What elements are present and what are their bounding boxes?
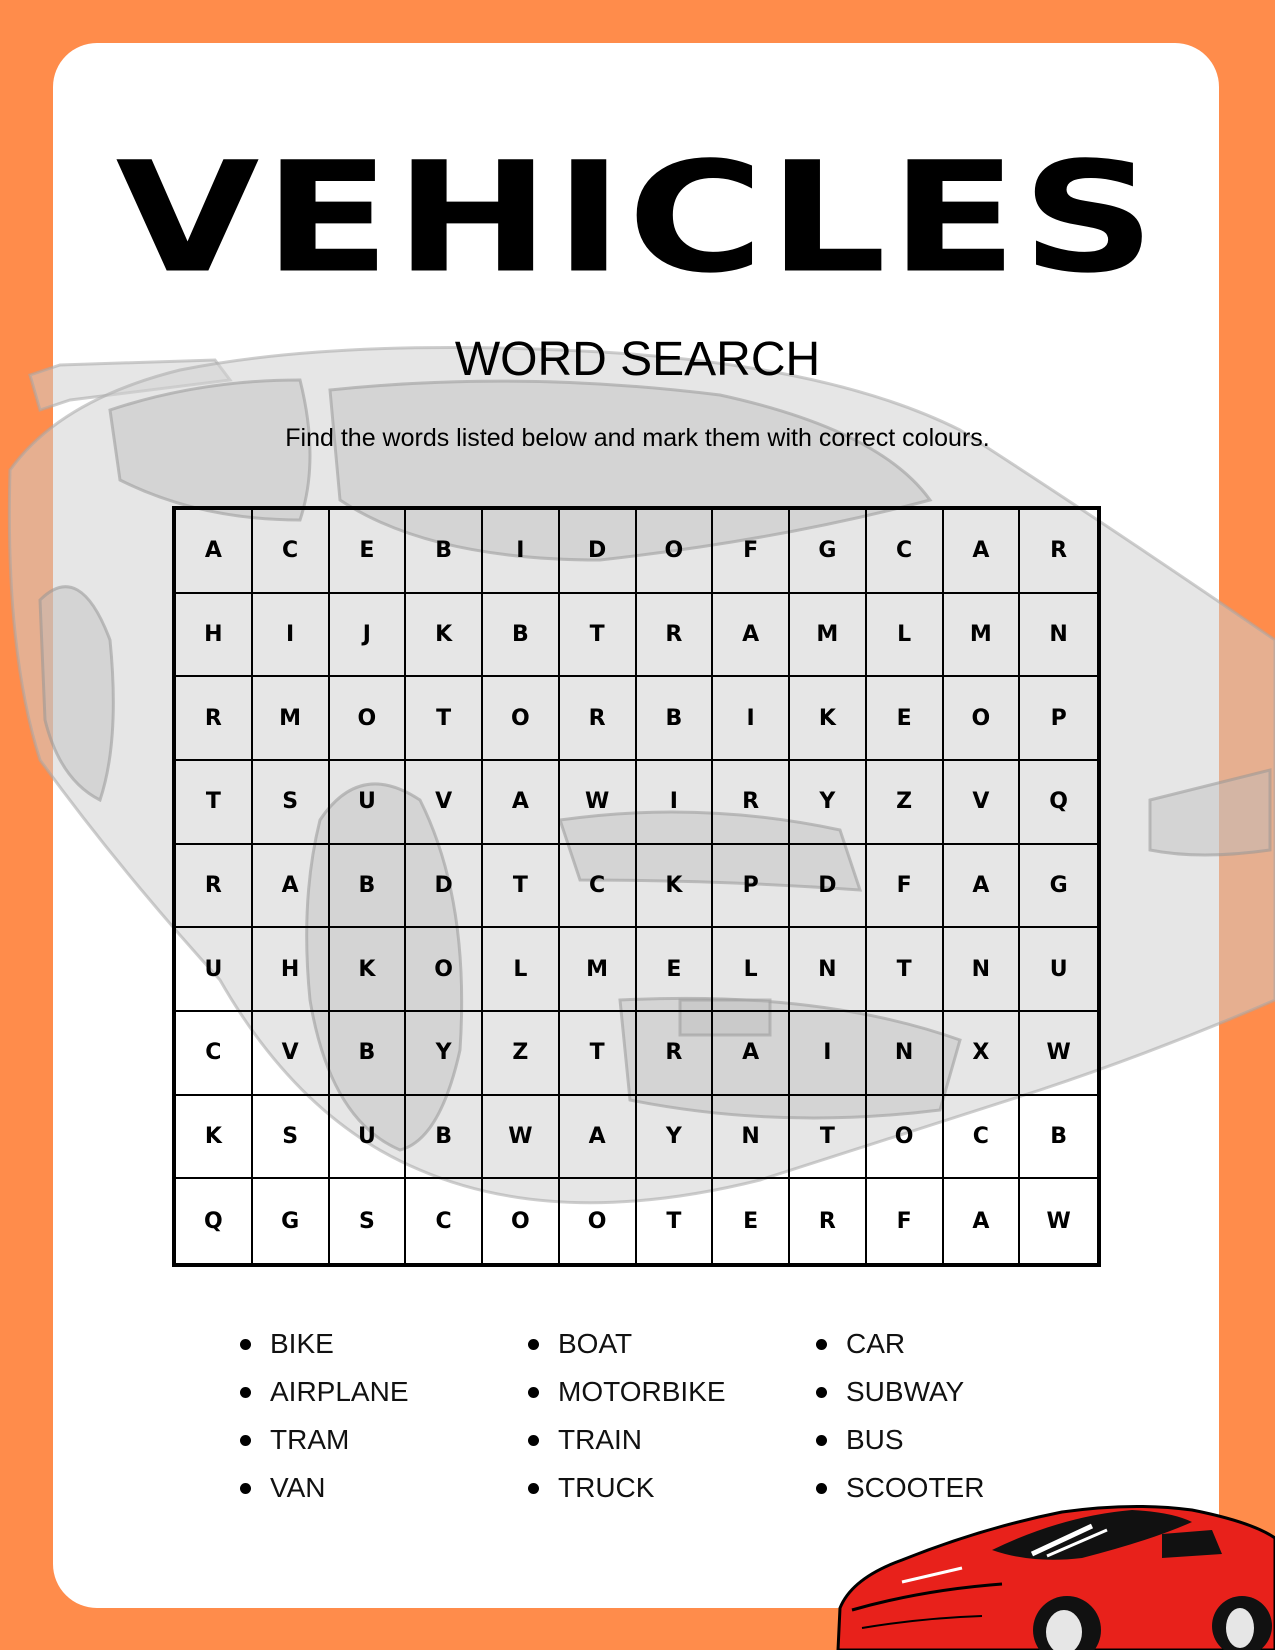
grid-cell[interactable]: W xyxy=(1020,1012,1097,1096)
word-label: TRAIN xyxy=(558,1424,642,1455)
grid-cell[interactable]: U xyxy=(1020,928,1097,1012)
grid-cell[interactable]: Y xyxy=(790,761,867,845)
grid-cell[interactable]: R xyxy=(713,761,790,845)
word-list-item xyxy=(528,1416,816,1464)
grid-cell[interactable]: K xyxy=(790,677,867,761)
instructions-text: Find the words listed below and mark them with correct colours. xyxy=(285,424,990,452)
grid-cell[interactable]: I xyxy=(637,761,714,845)
grid-cell[interactable]: D xyxy=(406,845,483,929)
grid-cell[interactable]: T xyxy=(483,845,560,929)
grid-cell[interactable]: E xyxy=(713,1179,790,1263)
bullet-icon xyxy=(528,1435,539,1446)
word-label: TRAM xyxy=(270,1424,350,1455)
grid-cell[interactable]: R xyxy=(637,594,714,678)
grid-cell[interactable]: C xyxy=(176,1012,253,1096)
grid-cell[interactable]: O xyxy=(483,677,560,761)
word-list-item xyxy=(528,1368,816,1416)
grid-cell[interactable]: N xyxy=(867,1012,944,1096)
grid-cell[interactable]: R xyxy=(560,677,637,761)
grid-cell[interactable]: P xyxy=(713,845,790,929)
grid-cell[interactable]: M xyxy=(253,677,330,761)
grid-cell[interactable]: A xyxy=(560,1096,637,1180)
grid-cell[interactable]: G xyxy=(253,1179,330,1263)
word-label: VAN xyxy=(270,1472,326,1503)
word-list-item xyxy=(240,1368,528,1416)
grid-cell[interactable]: O xyxy=(944,677,1021,761)
page-subtitle: WORD SEARCH xyxy=(454,333,821,386)
bullet-icon xyxy=(240,1435,251,1446)
grid-cell[interactable]: K xyxy=(637,845,714,929)
word-label: CAR xyxy=(846,1328,906,1359)
grid-cell[interactable]: N xyxy=(1020,594,1097,678)
grid-cell[interactable]: O xyxy=(560,1179,637,1263)
grid-cell[interactable]: O xyxy=(406,928,483,1012)
grid-cell[interactable]: W xyxy=(560,761,637,845)
grid-cell[interactable]: I xyxy=(483,510,560,594)
bullet-icon xyxy=(240,1483,251,1494)
grid-cell[interactable]: V xyxy=(406,761,483,845)
grid-cell[interactable]: O xyxy=(637,510,714,594)
grid-cell[interactable]: Q xyxy=(176,1179,253,1263)
grid-cell[interactable]: S xyxy=(253,761,330,845)
grid-cell[interactable]: T xyxy=(560,1012,637,1096)
grid-cell[interactable]: S xyxy=(330,1179,407,1263)
word-list-item xyxy=(240,1320,528,1368)
grid-cell[interactable]: T xyxy=(176,761,253,845)
word-label: SCOOTER xyxy=(846,1472,985,1503)
grid-cell[interactable]: D xyxy=(560,510,637,594)
grid-cell[interactable]: M xyxy=(944,594,1021,678)
word-search-grid xyxy=(172,506,1101,1267)
grid-cell[interactable]: A xyxy=(713,594,790,678)
grid-cell[interactable]: C xyxy=(867,510,944,594)
grid-cell[interactable]: L xyxy=(483,928,560,1012)
word-label: AIRPLANE xyxy=(270,1376,409,1407)
bullet-icon xyxy=(528,1483,539,1494)
grid-cell[interactable]: T xyxy=(560,594,637,678)
grid-cell[interactable]: B xyxy=(483,594,560,678)
grid-cell[interactable]: O xyxy=(483,1179,560,1263)
word-list-item xyxy=(816,1320,1016,1368)
grid-cell[interactable]: C xyxy=(253,510,330,594)
grid-cell[interactable]: O xyxy=(867,1096,944,1180)
word-label: BOAT xyxy=(558,1328,633,1359)
grid-cell[interactable]: A xyxy=(483,761,560,845)
grid-cell[interactable]: T xyxy=(867,928,944,1012)
grid-cell[interactable]: A xyxy=(253,845,330,929)
bullet-icon xyxy=(240,1339,251,1350)
word-label: BIKE xyxy=(270,1328,334,1359)
page-title: VEHICLES xyxy=(115,128,1160,307)
grid-cell[interactable]: B xyxy=(330,1012,407,1096)
word-list-item xyxy=(240,1464,528,1512)
grid-cell[interactable]: Q xyxy=(1020,761,1097,845)
word-label: SUBWAY xyxy=(846,1376,965,1407)
grid-cell[interactable]: B xyxy=(406,510,483,594)
grid-cell[interactable]: I xyxy=(790,1012,867,1096)
grid-cell[interactable]: K xyxy=(330,928,407,1012)
grid-cell[interactable]: O xyxy=(330,677,407,761)
grid-cell[interactable]: T xyxy=(406,677,483,761)
word-list-item xyxy=(816,1416,1016,1464)
word-label: BUS xyxy=(846,1424,904,1455)
grid-cell[interactable]: N xyxy=(790,928,867,1012)
grid-cell[interactable]: L xyxy=(713,928,790,1012)
grid-cell[interactable]: C xyxy=(560,845,637,929)
red-sports-car-illustration xyxy=(832,1498,1275,1650)
grid-cell[interactable]: T xyxy=(637,1179,714,1263)
grid-cell[interactable]: R xyxy=(1020,510,1097,594)
grid-cell[interactable]: A xyxy=(944,510,1021,594)
grid-cell[interactable]: A xyxy=(176,510,253,594)
grid-cell[interactable]: Z xyxy=(867,761,944,845)
grid-cell[interactable]: P xyxy=(1020,677,1097,761)
grid-cell[interactable]: J xyxy=(330,594,407,678)
grid-cell[interactable]: D xyxy=(790,845,867,929)
grid-cell[interactable]: C xyxy=(406,1179,483,1263)
grid-cell[interactable]: G xyxy=(790,510,867,594)
grid-cell[interactable]: K xyxy=(406,594,483,678)
bullet-icon xyxy=(240,1387,251,1398)
grid-cell[interactable]: X xyxy=(944,1012,1021,1096)
grid-cell[interactable]: U xyxy=(330,1096,407,1180)
grid-cell[interactable]: W xyxy=(483,1096,560,1180)
grid-cell[interactable]: H xyxy=(176,594,253,678)
grid-cell[interactable]: E xyxy=(637,928,714,1012)
grid-cell[interactable]: F xyxy=(867,845,944,929)
grid-cell[interactable]: Y xyxy=(406,1012,483,1096)
grid-cell[interactable]: K xyxy=(176,1096,253,1180)
word-list-item xyxy=(816,1368,1016,1416)
bullet-icon xyxy=(816,1339,827,1350)
grid-cell[interactable]: A xyxy=(944,845,1021,929)
grid-cell[interactable]: H xyxy=(253,928,330,1012)
grid-cell[interactable]: I xyxy=(713,677,790,761)
grid-cell[interactable]: S xyxy=(253,1096,330,1180)
word-list-item xyxy=(240,1416,528,1464)
grid-cell[interactable]: B xyxy=(330,845,407,929)
grid-cell[interactable]: B xyxy=(1020,1096,1097,1180)
grid-cell[interactable]: R xyxy=(790,1179,867,1263)
grid-cell[interactable]: M xyxy=(790,594,867,678)
grid-cell[interactable]: R xyxy=(176,845,253,929)
word-label: MOTORBIKE xyxy=(558,1376,726,1407)
grid-cell[interactable]: N xyxy=(713,1096,790,1180)
grid-cell[interactable]: G xyxy=(1020,845,1097,929)
grid-cell[interactable]: Z xyxy=(483,1012,560,1096)
grid-cell[interactable]: W xyxy=(1046,1208,1071,1234)
grid-cell[interactable]: A xyxy=(713,1012,790,1096)
grid-cell[interactable]: L xyxy=(867,594,944,678)
grid-cell[interactable]: B xyxy=(406,1096,483,1180)
word-list-item xyxy=(528,1320,816,1368)
grid-cell[interactable]: B xyxy=(637,677,714,761)
bullet-icon xyxy=(816,1387,827,1398)
grid-cell[interactable]: C xyxy=(944,1096,1021,1180)
grid-cell[interactable]: T xyxy=(790,1096,867,1180)
grid-cell[interactable]: Y xyxy=(637,1096,714,1180)
grid-cell[interactable]: E xyxy=(330,510,407,594)
grid-cell[interactable]: R xyxy=(637,1012,714,1096)
grid-cell[interactable]: I xyxy=(253,594,330,678)
grid-cell[interactable]: F xyxy=(867,1179,944,1263)
word-list xyxy=(240,1320,1000,1512)
grid-cell[interactable]: U xyxy=(176,928,253,1012)
grid-cell[interactable]: U xyxy=(330,761,407,845)
bullet-icon xyxy=(816,1435,827,1446)
grid-cell[interactable]: A xyxy=(944,1179,1021,1263)
grid-cell[interactable]: N xyxy=(944,928,1021,1012)
grid-cell[interactable]: R xyxy=(176,677,253,761)
grid-cell[interactable]: F xyxy=(713,510,790,594)
word-label: TRUCK xyxy=(558,1472,655,1503)
bullet-icon xyxy=(528,1339,539,1350)
bullet-icon xyxy=(528,1387,539,1398)
word-list-item xyxy=(528,1464,816,1512)
grid-cell[interactable]: E xyxy=(867,677,944,761)
grid-cell[interactable]: M xyxy=(560,928,637,1012)
grid-cell[interactable]: V xyxy=(944,761,1021,845)
bullet-icon xyxy=(816,1483,827,1494)
grid-cell[interactable]: V xyxy=(253,1012,330,1096)
